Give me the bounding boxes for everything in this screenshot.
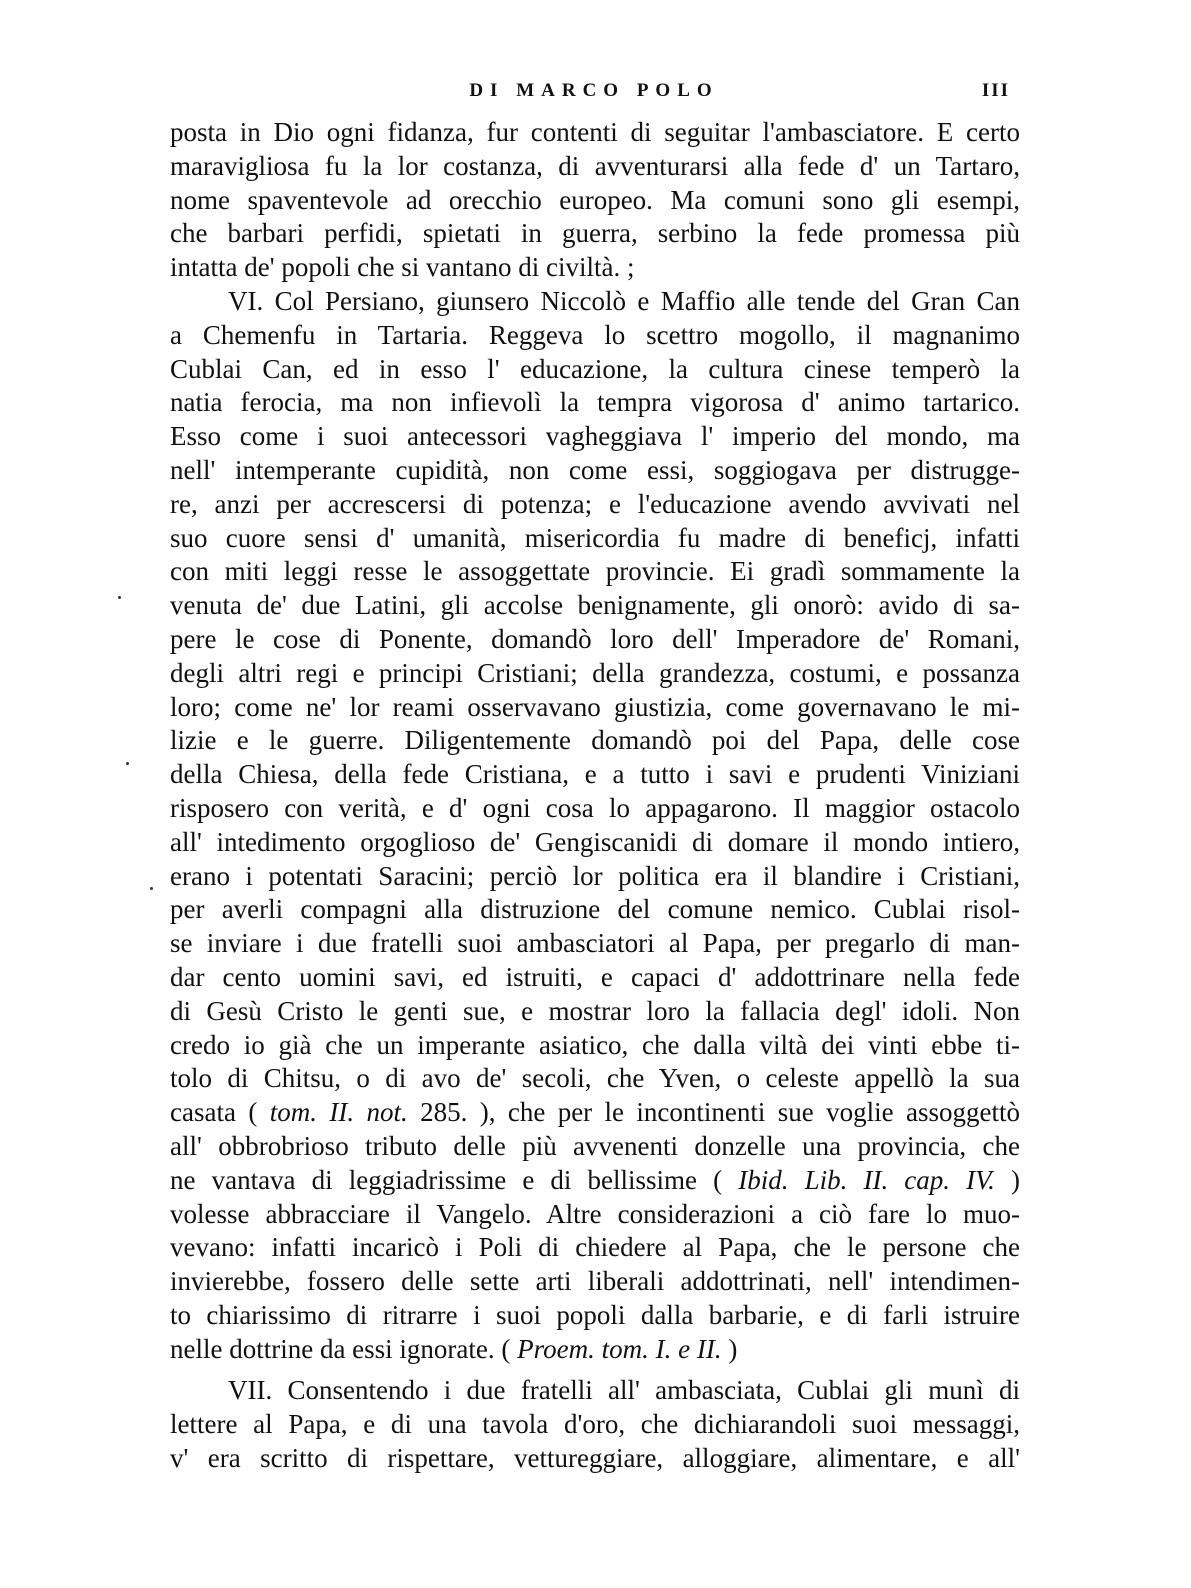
citation-line [170, 1164, 1020, 1198]
text-line: venuta de' due Latini, gli accolse benignamente, gli onorò: avido di sa- [170, 590, 1020, 621]
text-line: posta in Dio ogni fidanza, fur contenti di seguitar l'ambasciatore. E certo [170, 117, 1020, 147]
text-line: dar cento uomini savi, ed istruiti, e capaci d' addottrinare nella fede [170, 961, 1020, 992]
text-line: che barbari perfidi, spietati in guerra, serbino la fede promessa più [170, 218, 1020, 249]
text-line: VI. Col Persiano, giunsero Niccolò e Maffio alle tende del Gran Can [228, 285, 1020, 316]
paragraph-vii [170, 1374, 1020, 1475]
text-line: per averli compagni alla distruzione del comune nemico. Cublai risol- [170, 894, 1020, 925]
paragraph-vi [170, 285, 1020, 1367]
text-line: intatta de' popoli che si vantano di civiltà. ; [170, 252, 635, 283]
scan-speck [126, 762, 129, 765]
text-line: nome spaventevole ad orecchio europeo. Ma comuni sono gli esempi, [170, 184, 1020, 215]
citation-text-after: ) [721, 1333, 738, 1364]
text-line: maravigliosa fu la lor costanza, di avventurarsi alla fede d' un Tartaro, [170, 150, 1020, 181]
text-line: vevano: infatti incaricò i Poli di chiedere al Papa, che le persone che [170, 1232, 1020, 1263]
text-line: all' obbrobrioso tributo delle più avvenenti donzelle una provincia, che [170, 1130, 1020, 1161]
citation-text-after: ) [994, 1164, 1021, 1195]
citation-text-before: casata ( [170, 1097, 270, 1128]
text-line: re, anzi per accrescersi di potenza; e l'educazione avendo avvivati nel [170, 488, 1020, 519]
citation-text-after: 285. ), che per le incontinenti sue voglie assoggettò [407, 1097, 1021, 1128]
text-line: suo cuore sensi d' umanità, misericordia fu madre di beneficj, infatti [170, 522, 1020, 553]
text-line: pere le cose di Ponente, domandò loro dell' Imperadore de' Romani, [170, 623, 1020, 654]
text-line: v' era scritto di rispettare, vettureggiare, alloggiare, alimentare, e all' [170, 1443, 1020, 1474]
citation-reference: Proem. tom. I. e II. [517, 1333, 722, 1364]
text-line: VII. Consentendo i due fratelli all' ambasciata, Cublai gli munì di [228, 1375, 1020, 1406]
text-line: all' intedimento orgoglioso de' Gengiscanidi di domare il mondo intiero, [170, 826, 1020, 857]
text-line: degli altri regi e principi Cristiani; della grandezza, costumi, e possanza [170, 657, 1020, 688]
paragraph-continuation [170, 116, 1020, 285]
text-line: lettere al Papa, e di una tavola d'oro, che dichiarandoli suoi messaggi, [170, 1409, 1020, 1440]
text-line: della Chiesa, della fede Cristiana, e a tutto i savi e prudenti Viniziani [170, 759, 1020, 790]
body-text [170, 116, 1020, 1476]
citation-text-before: ne vantava di leggiadrissime e di bellissime ( [170, 1164, 739, 1195]
scan-speck [150, 887, 153, 890]
text-line: se inviare i due fratelli suoi ambasciatori al Papa, per pregarlo di man- [170, 928, 1020, 959]
citation-text-before: nelle dottrine da essi ignorate. ( [170, 1333, 518, 1364]
text-line: to chiarissimo di ritrarre i suoi popoli dalla barbarie, e di farli istruire [170, 1299, 1020, 1330]
text-line: invierebbe, fossero delle sette arti liberali addottrinati, nell' intendimen- [170, 1266, 1020, 1297]
text-line: natia ferocia, ma non infievolì la tempra vigorosa d' animo tartarico. [170, 387, 1020, 418]
page-header [170, 80, 1018, 110]
page-number: III [981, 80, 1010, 101]
text-line: con miti leggi resse le assoggettate provincie. Ei gradì sommamente la [170, 556, 1020, 587]
text-line: nell' intemperante cupidità, non come essi, soggiogava per distrugge- [170, 454, 1020, 485]
text-line: lizie e le guerre. Diligentemente domandò poi del Papa, delle cose [170, 725, 1020, 756]
text-line: a Chemenfu in Tartaria. Reggeva lo scettro mogollo, il magnanimo [170, 319, 1020, 350]
citation-line [170, 1333, 1020, 1367]
text-line: tolo di Chitsu, o di avo de' secoli, che Yven, o celeste appellò la sua [170, 1063, 1020, 1094]
paragraph-gap [170, 1366, 1020, 1374]
text-line: Esso come i suoi antecessori vagheggiava l' imperio del mondo, ma [170, 421, 1020, 452]
text-line: erano i potentati Saracini; perciò lor politica era il blandire i Cristiani, [170, 860, 1020, 891]
citation-line [170, 1096, 1020, 1130]
scan-speck [118, 596, 121, 599]
citation-reference: Ibid. Lib. II. cap. IV. [738, 1164, 995, 1195]
text-line: di Gesù Cristo le genti sue, e mostrar loro la fallacia degl' idoli. Non [170, 995, 1020, 1026]
text-line: loro; come ne' lor reami osservavano giustizia, come governavano le mi- [170, 691, 1020, 722]
text-line: volesse abbracciare il Vangelo. Altre considerazioni a ciò fare lo muo- [170, 1198, 1020, 1229]
text-line: credo io già che un imperante asiatico, che dalla viltà dei vinti ebbe ti- [170, 1029, 1020, 1060]
running-title: DI MARCO POLO [469, 80, 719, 101]
text-line: risposero con verità, e d' ogni cosa lo appagarono. Il maggior ostacolo [170, 792, 1020, 823]
text-line: Cublai Can, ed in esso l' educazione, la cultura cinese temperò la [170, 353, 1020, 384]
citation-reference: tom. II. not. [269, 1097, 408, 1128]
